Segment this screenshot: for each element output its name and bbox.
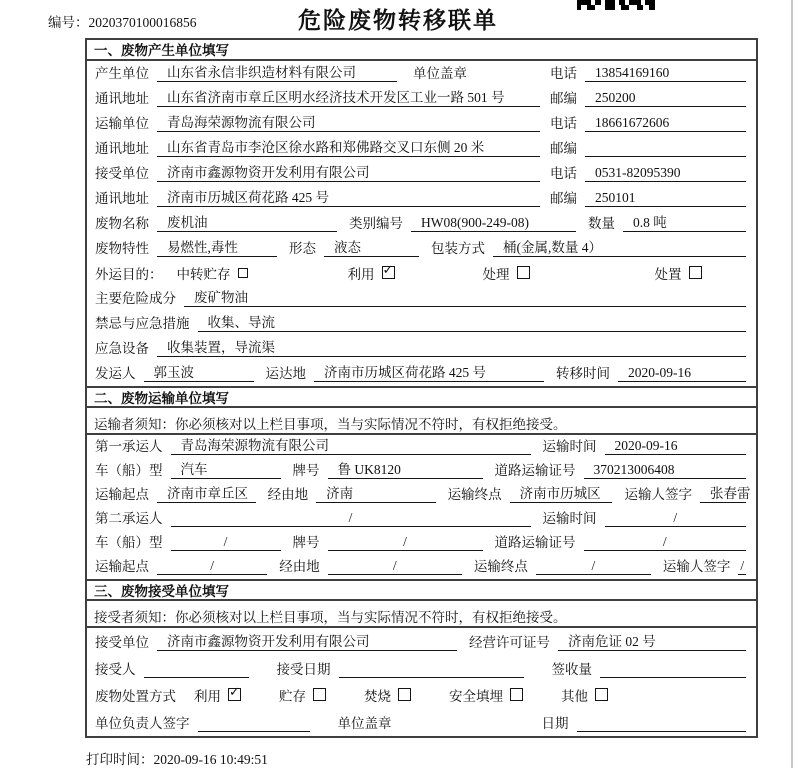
receiver-unit-group [95,161,550,182]
serial-label: 编号： [48,15,89,30]
disposal-method-row [87,682,756,709]
emergency-measures-row [87,311,756,336]
checkbox-icon [228,688,241,701]
print-time [86,748,268,768]
transporter-unit-value: 青岛海荣源物流有限公司 [157,111,540,132]
route2-row [87,555,756,579]
category-code-value: HW08(900-249-08) [411,215,576,232]
plate2-value: / [328,534,483,551]
producer-address-row [87,86,756,111]
receiver-zip-value: 250101 [585,190,746,207]
checkbox-icon [313,688,326,701]
producer-unit-label: 产生单位 [95,66,149,81]
disposal-option-store [279,685,326,705]
checkbox-icon [398,688,411,701]
receiver-address-value: 济南市历城区荷花路 425 号 [157,186,540,207]
option-label: 焚烧 [364,688,391,704]
carrier2-label: 第二承运人 [95,511,163,526]
receive-unit-label: 接受单位 [95,635,149,650]
transfer-form [85,38,758,738]
checkbox-icon [510,688,523,701]
destination-label: 运达地 [265,366,306,381]
emergency-equipment-row [87,336,756,361]
endpoint-value: 济南市历城区 [510,482,613,503]
endpoint-label: 运输终点 [473,559,528,574]
road-permit-value: 370213006408 [584,462,747,479]
disposal-option-incinerate [364,685,411,705]
unit-seal-label: 单位盖章 [413,66,467,81]
page-title: 危险废物转移联单 [298,7,498,33]
producer-unit-group [95,61,550,82]
transporter-address-value: 山东省青岛市李沧区徐水路和郑佛路交叉口东侧 20 米 [157,136,540,157]
receive-unit-value: 济南市鑫源物资开发利用有限公司 [157,630,457,651]
disposal-option-landfill [449,685,523,705]
packaging-value: 桶(金属,数量 4） [493,236,746,257]
waste-traits-label: 废物特性 [95,241,149,256]
producer-zip-value: 250200 [585,90,746,107]
carrier-sign-value: 张春雷 [700,482,746,503]
print-time-value: 2020-09-16 10:49:51 [153,752,268,767]
waste-traits-row [87,236,756,261]
producer-address-group [95,86,550,107]
transporter-zip-value [585,140,746,157]
license-label: 经营许可证号 [469,635,550,650]
producer-address-label: 通讯地址 [95,91,149,106]
packaging-label: 包装方式 [431,241,485,256]
receiver-person-label: 接受人 [95,662,136,677]
waste-name-row [87,211,756,236]
via-value: 济南 [316,482,436,503]
hazard-components-value: 废矿物油 [184,286,746,307]
print-time-label: 打印时间： [86,752,154,767]
quantity-value: 0.8 吨 [623,211,746,232]
transporter-unit-group [95,111,550,132]
phone-label: 电话 [550,116,577,131]
transfer-purpose-label: 外运目的： [95,266,163,282]
purpose-option-dispose [655,263,702,283]
checkbox-icon [382,266,395,279]
transfer-time-label: 转移时间 [556,366,610,381]
transport-time-label: 运输时间 [542,511,597,526]
transport-time-label: 运输时间 [542,439,597,454]
carrier1-row [87,435,756,459]
receive-date-value [339,661,524,678]
zip-label: 邮编 [550,191,577,206]
transporter-unit-label: 运输单位 [95,116,149,131]
via2-value: / [328,558,462,575]
hazard-components-label: 主要危险成分 [95,291,176,306]
section1-header: 一、废物产生单位填写 [87,40,756,61]
option-label: 其他 [561,688,588,704]
checkbox-icon [689,266,702,279]
hazard-components-row [87,286,756,311]
via-label: 经由地 [279,559,320,574]
vehicle-type-label: 车（船）型 [95,535,163,550]
transporter-phone-value: 18661672606 [585,115,746,132]
received-qty-label: 签收量 [551,662,592,677]
document-header [0,0,796,38]
quantity-label: 数量 [588,216,615,231]
transporter-notice: 运输者须知：你必须核对以上栏目事项，当与实际情况不符时，有权拒绝接受。 [87,408,756,435]
option-label: 利用 [194,688,221,704]
road-permit-label: 道路运输证号 [494,535,576,550]
receiver-unit-label: 接受单位 [95,166,149,181]
receiver-unit-row [87,161,756,186]
section2-rows [87,435,756,579]
checkbox-icon [238,268,248,278]
endpoint-label: 运输终点 [447,487,502,502]
origin2-value: / [157,558,267,575]
plate-label: 牌号 [292,463,320,478]
carrier2-row [87,507,756,531]
emergency-measures-value: 收集、导流 [198,311,747,332]
receiver-unit-value: 济南市鑫源物资开发利用有限公司 [157,161,540,182]
responsible-sign-label: 单位负责人签字 [95,716,190,731]
checkbox-icon [595,688,608,701]
checkbox-icon [517,266,530,279]
carrier-sign-label: 运输人签字 [662,559,731,574]
emergency-equipment-label: 应急设备 [95,341,149,356]
producer-phone-value: 13854169160 [585,65,746,82]
transporter-address-row [87,136,756,161]
phone-label: 电话 [550,66,577,81]
phone-label: 电话 [550,166,577,181]
transporter-address-group [95,136,550,157]
receiver-person-value [144,661,249,678]
transfer-time-value: 2020-09-16 [618,365,746,382]
via-label: 经由地 [267,487,309,502]
option-label: 安全填埋 [449,688,503,704]
transport-time2-value: / [605,510,747,527]
serial-value: 2020370100016856 [88,15,197,30]
carrier1-value: 青岛海荣源物流有限公司 [171,434,531,455]
producer-unit-value: 山东省永信非织造材料有限公司 [157,61,397,82]
disposal-option-utilize [194,685,241,705]
receiver-address-row [87,186,756,211]
receiver-person-row [87,655,756,682]
receive-date-label: 接受日期 [276,662,331,677]
category-code-label: 类别编号 [349,216,403,231]
endpoint2-value: / [536,558,651,575]
producer-unit-row [87,61,756,86]
zip-label: 邮编 [550,141,577,156]
vehicle1-row [87,459,756,483]
emergency-equipment-value: 收集装置，导流渠 [157,336,746,357]
section3-rows [87,628,756,736]
window-edge-line [791,0,793,768]
emergency-measures-label: 禁忌与应急措施 [95,316,190,331]
purpose-option-treat [483,263,530,283]
route1-row [87,483,756,507]
date-value [577,715,747,732]
transporter-address-label: 通讯地址 [95,141,149,156]
origin-label: 运输起点 [95,487,149,502]
carrier1-label: 第一承运人 [95,439,163,454]
carrier-sign2-value: / [740,558,745,573]
receiver-address-label: 通讯地址 [95,191,149,206]
shipper-value: 郭玉波 [144,361,254,382]
producer-address-value: 山东省济南市章丘区明水经济技术开发区工业一路 501 号 [157,86,540,107]
license-value: 济南危证 02 号 [558,630,746,651]
shipper-label: 发运人 [95,366,136,381]
option-label: 利用 [347,266,375,282]
vehicle-type-value: 汽车 [171,458,281,479]
unit-seal-label: 单位盖章 [337,716,392,731]
carrier-sign-label: 运输人签字 [624,487,692,502]
purpose-option-storage [177,263,248,283]
road-permit-label: 道路运输证号 [494,463,576,478]
transport-time-value: 2020-09-16 [605,438,747,455]
section1-rows [87,61,756,386]
received-qty-value [600,661,746,678]
form-state-label: 形态 [289,241,316,256]
origin-label: 运输起点 [95,559,149,574]
receiver-phone-value: 0531-82095390 [585,165,746,182]
section3-header: 三、废物接受单位填写 [87,579,756,601]
responsible-sign-value [198,715,310,732]
receiver-address-group [95,186,550,207]
option-label: 处置 [654,266,682,282]
option-label: 中转贮存 [176,266,231,282]
waste-name-label: 废物名称 [95,216,149,231]
vehicle-type2-value: / [171,534,281,551]
option-label: 处理 [482,266,510,282]
plate-label: 牌号 [292,535,320,550]
vehicle-type-label: 车（船）型 [95,463,163,478]
destination-value: 济南市历城区荷花路 425 号 [314,361,544,382]
carrier2-value: / [171,510,531,527]
disposal-option-other [561,685,608,705]
waste-name-value: 废机油 [157,211,337,232]
receiver-notice: 接受者须知：你必须核对以上栏目事项，当与实际情况不符时，有权拒绝接受。 [87,601,756,628]
waste-traits-value: 易燃性,毒性 [157,236,277,257]
section2-header: 二、废物运输单位填写 [87,386,756,408]
vehicle2-row [87,531,756,555]
shipper-row [87,361,756,386]
signature-row [87,709,756,736]
purpose-option-utilize [348,263,395,283]
plate-value: 鲁 UK8120 [328,458,483,479]
origin-value: 济南市章丘区 [157,482,256,503]
disposal-method-label: 废物处置方式 [95,688,176,704]
road-permit2-value: / [584,534,747,551]
receive-unit-row [87,628,756,655]
zip-label: 邮编 [550,91,577,106]
date-label: 日期 [541,716,569,731]
form-state-value: 液态 [324,236,419,257]
option-label: 贮存 [279,688,306,704]
transfer-purpose-row [87,261,756,286]
transporter-unit-row [87,111,756,136]
